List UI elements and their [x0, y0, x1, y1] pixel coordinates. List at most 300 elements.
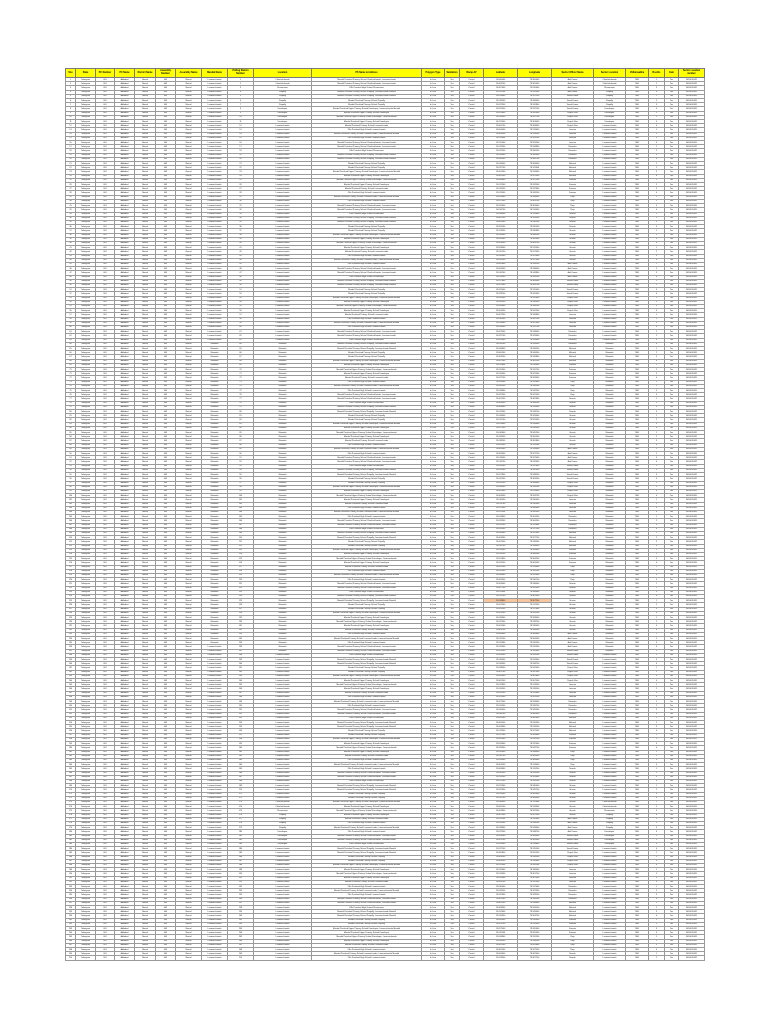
- table-cell: 003: [156, 410, 176, 414]
- table-cell: 78.346600: [518, 590, 552, 594]
- table-cell: Mandal Parishad Upper Primary School Kanakapur, Laxmanchanda: [312, 746, 422, 750]
- table-cell: Laxmanchanda: [254, 254, 312, 258]
- table-cell: 19.002200: [484, 943, 518, 947]
- table-cell: Srinivas: [552, 737, 594, 741]
- table-cell: Nirmal: [176, 674, 202, 678]
- table-cell: 003: [156, 603, 176, 607]
- table-cell: Yes: [665, 309, 679, 313]
- table-cell: Nirmal: [176, 775, 202, 779]
- table-cell: Nirmal: [176, 544, 202, 548]
- table-cell: 001: [96, 691, 115, 695]
- table-cell: 2: [649, 788, 665, 792]
- table-cell: Suresh: [552, 443, 594, 447]
- table-cell: In Line: [422, 674, 445, 678]
- table-cell: Mandal Parishad Upper Primary School Kanakapur, Laxmanchanda Mandal: [312, 170, 422, 174]
- table-cell: Laxmanchanda: [254, 157, 312, 161]
- table-cell: 001: [96, 927, 115, 931]
- table-cell: Laxmanchanda: [254, 750, 312, 754]
- table-cell: Mamada: [254, 376, 312, 380]
- table-cell: 111: [66, 540, 76, 544]
- table-cell: Nirmal: [135, 922, 156, 926]
- table-cell: Partial: [460, 271, 484, 275]
- table-cell: Laxmanchanda: [594, 321, 626, 325]
- table-cell: 001: [96, 695, 115, 699]
- table-cell: Laxmanchanda: [594, 170, 626, 174]
- table-cell: 003: [156, 405, 176, 409]
- table-cell: Mandal Parishad Primary School Potpally: [312, 351, 422, 355]
- table-cell: Nirmal: [135, 153, 156, 157]
- table-cell: Laxmanchanda: [254, 132, 312, 136]
- table-cell: 7601: [626, 275, 649, 279]
- table-cell: Yes: [445, 153, 460, 157]
- table-cell: Yes: [665, 632, 679, 636]
- table-cell: 4: [649, 426, 665, 430]
- table-cell: 19.030600: [484, 658, 518, 662]
- table-cell: Raju: [552, 380, 594, 384]
- table-cell: Nirmal: [176, 607, 202, 611]
- table-cell: In Line: [422, 536, 445, 540]
- table-cell: Yes: [665, 658, 679, 662]
- table-cell: 003: [156, 372, 176, 376]
- table-cell: 78.318000: [518, 330, 552, 334]
- table-cell: In Line: [422, 149, 445, 153]
- table-cell: 9490619431: [679, 473, 705, 477]
- table-cell: 001: [96, 149, 115, 153]
- table-cell: Adilabad: [115, 435, 135, 439]
- table-cell: 9490619431: [679, 649, 705, 653]
- table-cell: 1: [649, 178, 665, 182]
- table-cell: 001: [96, 674, 115, 678]
- table-cell: Laxmanchanda: [202, 271, 228, 275]
- table-cell: Telangana: [76, 552, 96, 556]
- table-cell: Mandal Parishad Upper Primary School Kanakapur, Laxmanchanda Mandal: [312, 927, 422, 931]
- table-cell: Laxmanchanda: [202, 183, 228, 187]
- table-cell: Mandal Parishad Upper Primary School Kanakapur: [312, 489, 422, 493]
- table-cell: Mamada: [594, 523, 626, 527]
- table-cell: 9490619431: [679, 99, 705, 103]
- table-cell: 7601: [626, 368, 649, 372]
- table-cell: Adilabad: [115, 561, 135, 565]
- table-cell: Yes: [445, 99, 460, 103]
- table-cell: Yes: [665, 691, 679, 695]
- table-cell: In Line: [422, 863, 445, 867]
- table-cell: Mandal Parishad Primary School Potpally: [312, 288, 422, 292]
- table-cell: Adilabad: [115, 775, 135, 779]
- table-cell: Mahesh: [552, 162, 594, 166]
- table-cell: 9490619431: [679, 456, 705, 460]
- table-cell: Mamada: [594, 582, 626, 586]
- table-cell: In Line: [422, 569, 445, 573]
- table-cell: 9490619431: [679, 397, 705, 401]
- table-cell: Mandal Parishad Primary School Chinthalchanda, Laxmanchanda: [312, 393, 422, 397]
- table-cell: 19.003800: [484, 809, 518, 813]
- table-cell: 48: [66, 275, 76, 279]
- table-cell: 7601: [626, 956, 649, 960]
- table-cell: Laxmanchanda: [594, 132, 626, 136]
- table-cell: 78.332800: [518, 817, 552, 821]
- table-cell: Adilabad: [115, 82, 135, 86]
- table-cell: 4: [649, 611, 665, 615]
- table-cell: 001: [96, 111, 115, 115]
- table-cell: 172: [228, 796, 254, 800]
- table-cell: Laxmanchanda: [254, 250, 312, 254]
- table-cell: 19.011900: [484, 863, 518, 867]
- table-cell: Telangana: [76, 296, 96, 300]
- table-cell: Nirmal: [135, 599, 156, 603]
- table-cell: Yes: [445, 254, 460, 258]
- table-cell: 9490619431: [679, 334, 705, 338]
- table-cell: Nirmal: [135, 800, 156, 804]
- table-cell: Mamada: [254, 460, 312, 464]
- table-cell: Yes: [445, 149, 460, 153]
- table-cell: Yes: [445, 561, 460, 565]
- table-cell: 125: [228, 599, 254, 603]
- table-cell: Adilabad: [115, 183, 135, 187]
- table-cell: Nirmal: [176, 422, 202, 426]
- table-cell: 78.300300: [518, 712, 552, 716]
- table-cell: Laxmanchanda: [254, 670, 312, 674]
- table-cell: Laxmanchanda: [202, 901, 228, 905]
- table-cell: Nirmal: [135, 183, 156, 187]
- table-cell: 16: [66, 141, 76, 145]
- table-cell: 003: [156, 300, 176, 304]
- table-cell: Mamada: [594, 422, 626, 426]
- table-cell: Yes: [445, 300, 460, 304]
- table-cell: 78.302600: [518, 674, 552, 678]
- table-cell: 78.321200: [518, 94, 552, 98]
- table-cell: Yes: [445, 330, 460, 334]
- table-cell: Mamada: [202, 447, 228, 451]
- table-cell: Nirmal: [135, 107, 156, 111]
- table-cell: 001: [96, 784, 115, 788]
- table-cell: 78.345900: [518, 510, 552, 514]
- column-header: Cam: [665, 69, 679, 78]
- table-cell: Chinthalchanda: [254, 78, 312, 82]
- table-cell: Telangana: [76, 254, 96, 258]
- table-cell: Laxmanchanda: [594, 220, 626, 224]
- table-cell: Nirmal: [176, 624, 202, 628]
- table-cell: 7601: [626, 304, 649, 308]
- table-cell: 19.007400: [484, 86, 518, 90]
- table-cell: 136: [66, 645, 76, 649]
- table-cell: 194: [228, 889, 254, 893]
- table-cell: Zilla Parishad High School Dharmaram: [312, 338, 422, 342]
- table-cell: In Line: [422, 897, 445, 901]
- table-cell: Yes: [665, 746, 679, 750]
- table-cell: Adilabad: [115, 834, 135, 838]
- table-cell: Nirmal: [176, 99, 202, 103]
- table-cell: 19.013300: [484, 956, 518, 960]
- table-cell: Laxmanchanda: [202, 145, 228, 149]
- table-cell: Nirmal: [135, 78, 156, 82]
- table-cell: Nirmal: [176, 691, 202, 695]
- table-cell: Nirmal: [135, 763, 156, 767]
- table-cell: Mamada: [254, 628, 312, 632]
- table-cell: Nirmal: [135, 901, 156, 905]
- table-cell: 19.038500: [484, 939, 518, 943]
- table-cell: 19.022900: [484, 149, 518, 153]
- table-cell: Nirmal: [135, 918, 156, 922]
- table-cell: Mandal Parishad Primary School Potpally: [312, 355, 422, 359]
- table-cell: 1: [649, 683, 665, 687]
- table-cell: Yes: [445, 216, 460, 220]
- table-cell: 3: [649, 641, 665, 645]
- table-cell: Yes: [445, 267, 460, 271]
- table-cell: 3: [649, 489, 665, 493]
- table-cell: Adilabad: [115, 721, 135, 725]
- table-cell: Partial: [460, 624, 484, 628]
- table-cell: 001: [96, 510, 115, 514]
- table-cell: 193: [66, 885, 76, 889]
- table-cell: Partial: [460, 187, 484, 191]
- table-cell: In Line: [422, 233, 445, 237]
- table-cell: Telangana: [76, 162, 96, 166]
- table-cell: Yes: [445, 847, 460, 851]
- table-cell: Telangana: [76, 115, 96, 119]
- table-cell: Telangana: [76, 389, 96, 393]
- table-cell: Suresh: [552, 439, 594, 443]
- table-cell: 9490619431: [679, 754, 705, 758]
- table-cell: Laxmanchanda: [594, 304, 626, 308]
- table-cell: Adilabad: [115, 401, 135, 405]
- table-cell: Laxmanchanda: [594, 296, 626, 300]
- table-cell: Laxmanchanda: [202, 863, 228, 867]
- table-cell: Mamada: [254, 586, 312, 590]
- table-cell: Nirmal: [135, 775, 156, 779]
- table-cell: 97: [66, 481, 76, 485]
- table-cell: Rajesh Rao: [552, 859, 594, 863]
- table-cell: 003: [156, 733, 176, 737]
- table-cell: 4: [649, 712, 665, 716]
- table-cell: 19.007500: [484, 813, 518, 817]
- table-cell: Adilabad: [115, 443, 135, 447]
- table-cell: Ravinder: [552, 519, 594, 523]
- table-cell: 78.306700: [518, 241, 552, 245]
- table-cell: 78.346100: [518, 233, 552, 237]
- header-row: [66, 69, 705, 78]
- table-cell: Mamada: [202, 565, 228, 569]
- table-cell: 78.341100: [518, 863, 552, 867]
- table-cell: 9490619431: [679, 414, 705, 418]
- table-cell: Telangana: [76, 187, 96, 191]
- table-cell: In Line: [422, 195, 445, 199]
- table-cell: Zilla Parishad High School Laxmanchanda: [312, 136, 422, 140]
- table-cell: Nirmal: [176, 599, 202, 603]
- table-cell: Yes: [665, 82, 679, 86]
- table-cell: Partial: [460, 683, 484, 687]
- table-cell: 1: [649, 918, 665, 922]
- table-cell: Partial: [460, 666, 484, 670]
- table-cell: Mamada: [202, 607, 228, 611]
- table-cell: 9490619431: [679, 174, 705, 178]
- table-cell: Laxmanchanda: [594, 796, 626, 800]
- table-cell: Yes: [665, 624, 679, 628]
- table-cell: Laxmanchanda: [202, 935, 228, 939]
- table-cell: 003: [156, 338, 176, 342]
- table-cell: Laxmanchanda: [594, 695, 626, 699]
- table-cell: 9490619431: [679, 78, 705, 82]
- table-cell: Nirmal: [176, 876, 202, 880]
- table-cell: Adilabad: [115, 321, 135, 325]
- table-cell: Anil Kumar: [552, 262, 594, 266]
- table-cell: 19.029400: [484, 338, 518, 342]
- table-cell: 19.007000: [484, 540, 518, 544]
- table-cell: 189: [66, 868, 76, 872]
- table-cell: Mandal Parishad Primary School Chinthalchanda, Laxmanchanda: [312, 708, 422, 712]
- table-cell: Laxmanchanda: [254, 868, 312, 872]
- table-cell: 13: [66, 128, 76, 132]
- table-cell: 001: [96, 481, 115, 485]
- table-cell: 197: [228, 901, 254, 905]
- table-cell: 001: [96, 830, 115, 834]
- table-cell: Zilla Parishad High School Laxmanchanda: [312, 254, 422, 258]
- table-cell: In Line: [422, 771, 445, 775]
- table-cell: 188: [228, 863, 254, 867]
- table-cell: Nirmal: [135, 805, 156, 809]
- table-cell: 7601: [626, 141, 649, 145]
- table-cell: Ravinder: [552, 704, 594, 708]
- table-cell: Laxman: [552, 687, 594, 691]
- table-cell: 003: [156, 582, 176, 586]
- table-cell: Laxmanchanda: [202, 737, 228, 741]
- table-cell: Nirmal: [176, 939, 202, 943]
- table-cell: Telangana: [76, 733, 96, 737]
- table-cell: Mandal Parishad Primary School Potpally, Laxmanchanda Mandal: [312, 658, 422, 662]
- table-cell: 184: [66, 847, 76, 851]
- table-cell: 003: [156, 313, 176, 317]
- table-cell: Nirmal: [176, 527, 202, 531]
- table-cell: Mahesh: [552, 906, 594, 910]
- table-cell: Yes: [445, 426, 460, 430]
- table-cell: 001: [96, 826, 115, 830]
- table-cell: 9490619431: [679, 725, 705, 729]
- table-cell: 76: [66, 393, 76, 397]
- table-cell: Mamada: [202, 494, 228, 498]
- table-cell: Srinivas: [552, 376, 594, 380]
- table-cell: 47: [228, 271, 254, 275]
- table-cell: Laxmanchanda: [202, 708, 228, 712]
- table-cell: In Line: [422, 767, 445, 771]
- table-cell: Ravinder: [552, 342, 594, 346]
- table-cell: 180: [66, 830, 76, 834]
- table-cell: 78.329300: [518, 418, 552, 422]
- table-cell: 52: [66, 292, 76, 296]
- table-cell: Telangana: [76, 931, 96, 935]
- table-cell: Adilabad: [115, 468, 135, 472]
- table-cell: 7601: [626, 771, 649, 775]
- table-cell: Adilabad: [115, 99, 135, 103]
- table-cell: Chinthalchanda: [594, 82, 626, 86]
- table-cell: Yes: [665, 616, 679, 620]
- table-cell: 54: [66, 300, 76, 304]
- table-cell: Adilabad: [115, 494, 135, 498]
- table-cell: 9490619431: [679, 502, 705, 506]
- table-cell: 001: [96, 502, 115, 506]
- table-cell: Partial: [460, 914, 484, 918]
- table-cell: Anil Kumar: [552, 267, 594, 271]
- table-cell: Yes: [445, 826, 460, 830]
- table-cell: 185: [66, 851, 76, 855]
- table-cell: 19.001500: [484, 897, 518, 901]
- table-cell: Mandal Parishad Upper Primary School Kanakapur: [312, 237, 422, 241]
- table-cell: 003: [156, 573, 176, 577]
- table-cell: Partial: [460, 725, 484, 729]
- table-cell: Zilla Parishad High School Laxmanchanda: [312, 767, 422, 771]
- table-cell: Mandal Parishad Upper Primary School Kanakapur, Laxmanchanda Mandal: [312, 359, 422, 363]
- table-cell: 001: [96, 368, 115, 372]
- table-cell: Laxmanchanda: [202, 674, 228, 678]
- table-cell: 2: [649, 939, 665, 943]
- table-cell: 2: [649, 166, 665, 170]
- table-cell: Telangana: [76, 876, 96, 880]
- table-cell: Mamada: [254, 372, 312, 376]
- table-cell: 19.018800: [484, 599, 518, 603]
- table-cell: Telangana: [76, 641, 96, 645]
- table-cell: Potpally: [254, 90, 312, 94]
- table-cell: Mamada: [202, 515, 228, 519]
- table-cell: Yes: [665, 178, 679, 182]
- table-cell: 001: [96, 834, 115, 838]
- table-cell: 89: [228, 447, 254, 451]
- table-cell: Sravan: [552, 792, 594, 796]
- table-cell: Nirmal: [135, 813, 156, 817]
- table-cell: 7601: [626, 78, 649, 82]
- table-cell: Laxmanchanda: [254, 166, 312, 170]
- table-cell: 001: [96, 859, 115, 863]
- table-cell: Nirmal: [135, 834, 156, 838]
- table-cell: Partial: [460, 775, 484, 779]
- table-cell: Mamada: [254, 599, 312, 603]
- table-cell: 7601: [626, 174, 649, 178]
- table-cell: Yes: [665, 800, 679, 804]
- table-cell: 163: [66, 758, 76, 762]
- table-cell: 9490619431: [679, 111, 705, 115]
- table-cell: 003: [156, 599, 176, 603]
- table-cell: 9490619431: [679, 481, 705, 485]
- table-cell: Nirmal: [176, 855, 202, 859]
- table-cell: Laxmanchanda: [594, 927, 626, 931]
- table-cell: Mandal Parishad Upper Primary School Kanakapur: [312, 120, 422, 124]
- table-cell: 19.015100: [484, 594, 518, 598]
- table-cell: 003: [156, 796, 176, 800]
- table-cell: 001: [96, 561, 115, 565]
- table-cell: 15: [228, 136, 254, 140]
- table-cell: Partial: [460, 426, 484, 430]
- table-cell: 7601: [626, 943, 649, 947]
- table-cell: 78.319200: [518, 767, 552, 771]
- table-cell: Adilabad: [115, 372, 135, 376]
- table-cell: 7601: [626, 494, 649, 498]
- table-cell: Mamada: [594, 439, 626, 443]
- table-cell: Adilabad: [115, 279, 135, 283]
- table-cell: Mamada: [594, 351, 626, 355]
- table-cell: Yes: [665, 208, 679, 212]
- table-cell: 9490619431: [679, 359, 705, 363]
- table-cell: Nirmal: [176, 742, 202, 746]
- table-cell: Sravan: [552, 422, 594, 426]
- table-cell: Mamada: [202, 637, 228, 641]
- table-cell: Telangana: [76, 948, 96, 952]
- table-cell: Mamada: [202, 468, 228, 472]
- table-cell: 3: [649, 473, 665, 477]
- table-cell: 170: [228, 788, 254, 792]
- table-cell: Laxmanchanda: [202, 94, 228, 98]
- table-cell: 208: [228, 948, 254, 952]
- table-cell: 003: [156, 166, 176, 170]
- table-cell: Partial: [460, 758, 484, 762]
- table-cell: 7601: [626, 82, 649, 86]
- table-cell: Yes: [445, 494, 460, 498]
